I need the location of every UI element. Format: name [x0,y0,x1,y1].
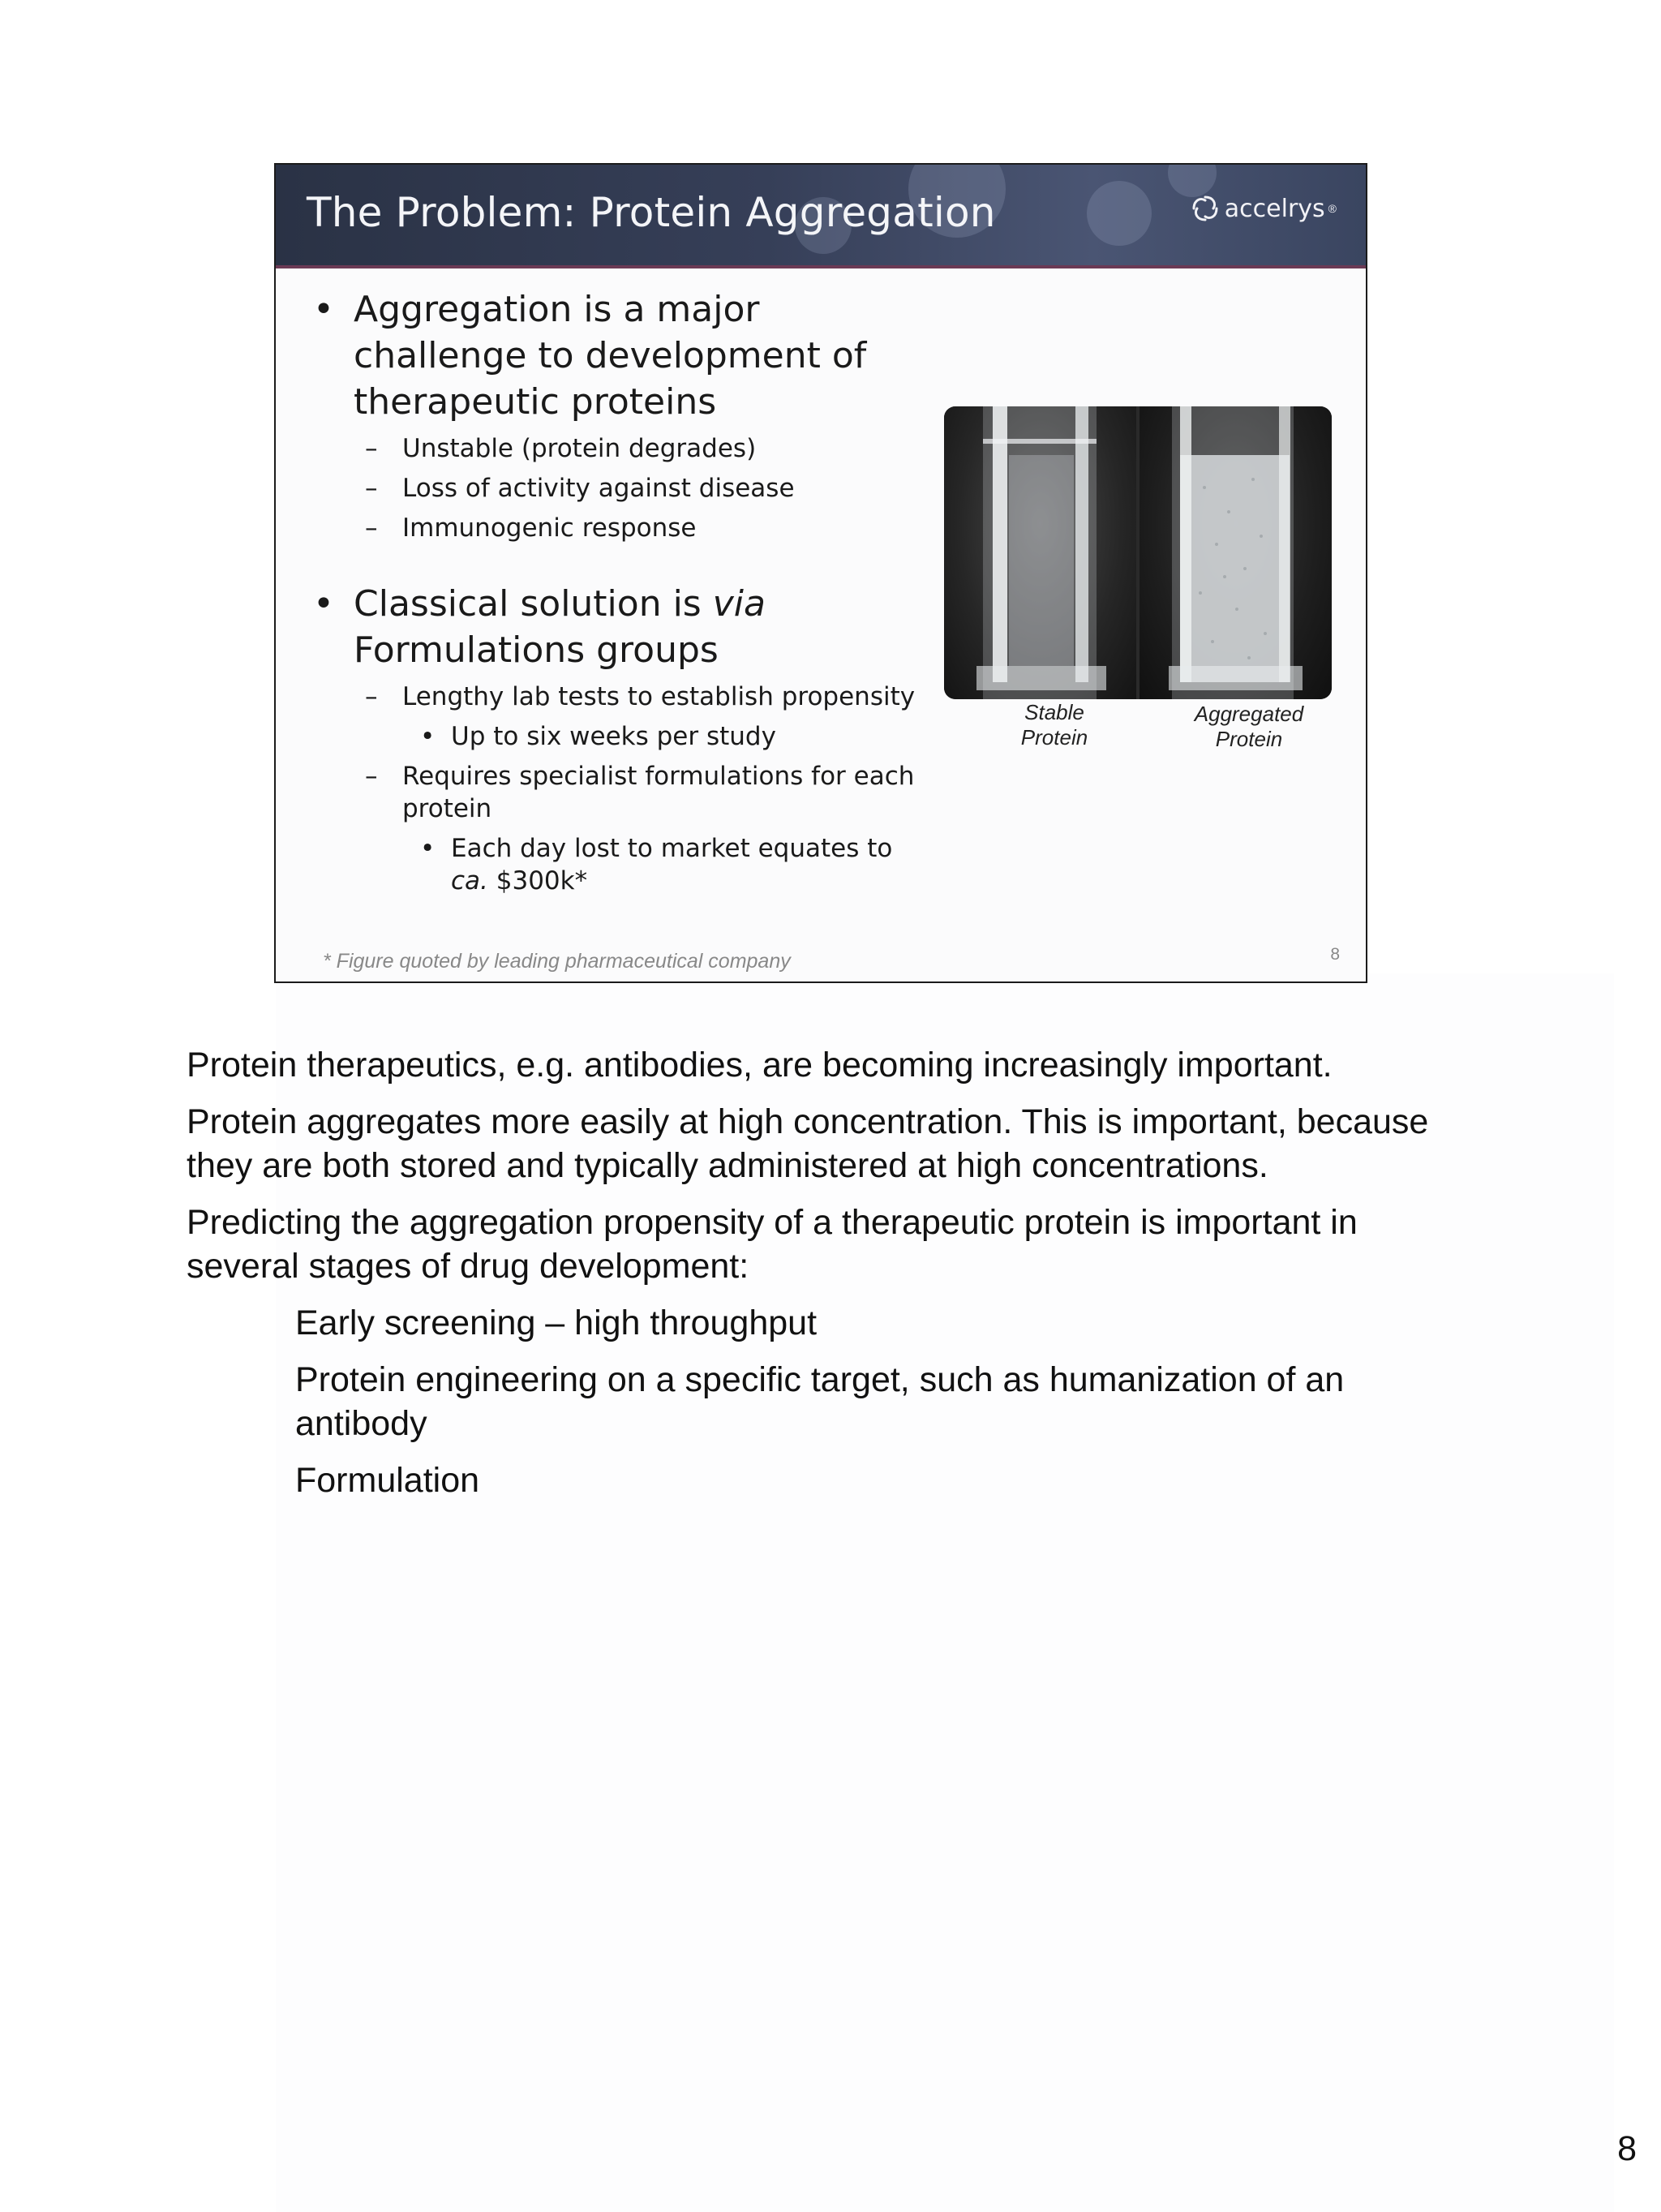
molecule-decoration [1087,181,1152,246]
page-number: 8 [1617,2129,1637,2168]
slide-header [276,165,1366,268]
bullet-sub: – Loss of activity against disease [365,474,795,503]
caption-aggregated-protein: Aggregated Protein [1194,702,1304,751]
caption-stable-protein: Stable Protein [1020,700,1088,750]
notes-paragraph: Protein aggregates more easily at high concentration. This is important, because they are both stored and typically administered at high concentrations. [187,1102,1429,1185]
aggregated-protein-image [1140,406,1332,699]
stable-protein-image [944,406,1136,699]
logo-text: accelrys [1224,194,1325,223]
slide-number: 8 [1330,945,1340,964]
notes-list-item: Protein engineering on a specific target, such as humanization of an antibody [295,1360,1345,1443]
bullet-sub: – Requires specialist formulations for each protein [365,762,915,823]
bullet-sub: – Unstable (protein degrades) [365,434,757,463]
cuvette-photos [944,406,1332,699]
notes-list-item: Formulation [295,1461,480,1500]
accelrys-logo [1189,192,1337,225]
bullet-main: • Aggregation is a major challenge to development of therapeutic proteins [313,289,867,423]
bullet-sub: – Lengthy lab tests to establish propensity [365,682,916,711]
slide-title: The Problem: Protein Aggregation [307,189,996,236]
bullet-subsub: • Up to six weeks per study [420,722,776,751]
logo-registered-mark: ® [1328,202,1337,215]
bullet-main: • Classical solution is via Formulations groups [313,583,766,671]
slide-footnote: * Figure quoted by leading pharmaceutical company [323,950,791,973]
notes-list-item: Early screening – high throughput [295,1304,818,1342]
accelrys-swirl-icon [1189,192,1221,225]
bullet-subsub: • Each day lost to market equates to ca. $300k* [420,834,893,896]
slide-bullets [308,286,925,897]
speaker-notes [187,1043,1468,1515]
slide [274,163,1367,983]
bullet-sub: – Immunogenic response [365,513,697,543]
notes-paragraph: Predicting the aggregation propensity of a therapeutic protein is important in several stages of drug development: [187,1203,1358,1286]
notes-paragraph: Protein therapeutics, e.g. antibodies, are becoming increasingly important. [187,1046,1333,1085]
